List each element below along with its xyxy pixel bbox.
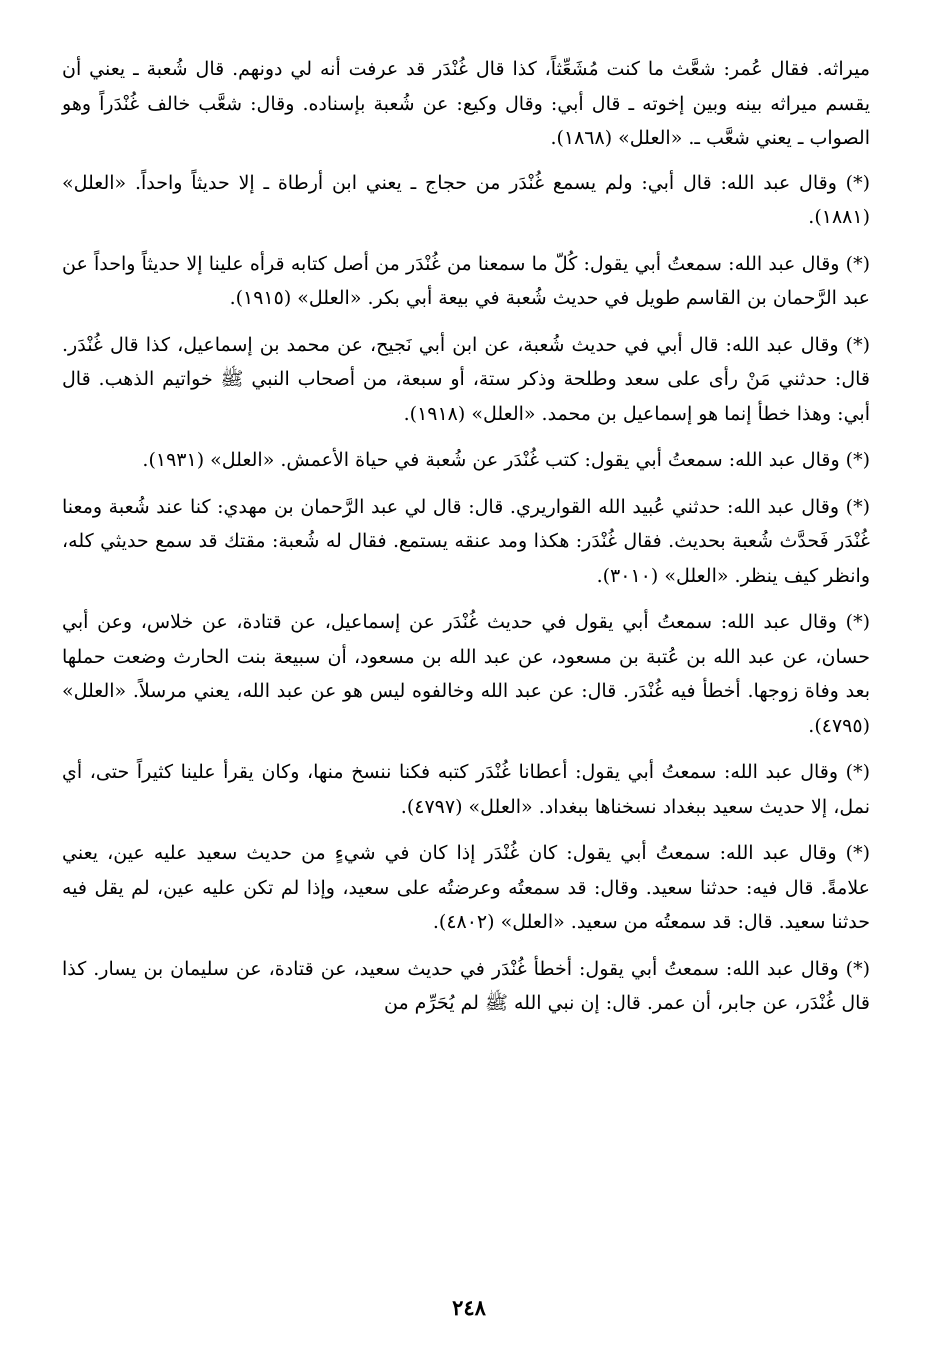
paragraph-9: (*) وقال عبد الله: سمعتُ أبي يقول: كان غُنْدَر إذا كان في شيءٍ من حديث سعيد عليه عين، يعني علامةً. قال فيه: حدثنا سعيد. وقال: قد سمعتُه وعرضتُه على سعيد، وإذا لم تكن عليه عين، لم يقل فيه حدثنا سعيد. قال: قد سمعتُه من سعيد. «العلل» (٤٨٠٢). <box>62 842 870 933</box>
paragraph-5: (*) وقال عبد الله: سمعتُ أبي يقول: كتب غُنْدَر عن شُعبة في حياة الأعمش. «العلل» (١٩٣١). <box>142 449 870 471</box>
paragraph-6: (*) وقال عبد الله: حدثني عُبيد الله القواريري. قال: قال لي عبد الرَّحمان بن مهدي: كنا عند شُعبة ومعنا غُنْدَر فَحدَّث شُعبة بحديث. فقال غُنْدَر: هكذا ومد عنقه يستمع. فقال له شُعبة: مقتك قد سمع حديثي كله، وانظر كيف ينظر. «العلل» (٣٠١٠). <box>62 495 870 587</box>
paragraph-4: (*) وقال عبد الله: قال أبي في حديث شُعبة، عن ابن أبي نَجيح، عن محمد بن إسماعيل، كذا قال غُنْدَر. قال: حدثني مَنْ رأى على سعد وطلحة وذكر ستة، أو سبعة، من أصحاب النبي ﷺ خواتيم الذهب. قال أبي: وهذا خطأ إنما هو إسماعيل بن محمد. «العلل» (١٩١٨). <box>62 333 870 425</box>
page-number: ٢٤٨ <box>452 1295 486 1320</box>
paragraph-1: ميراثه. فقال عُمر: شعَّث ما كنت مُشَعِّثاً، كذا قال غُنْدَر قد عرفت أنه لي دونهم. قال شُعبة ـ يعني أن يقسم ميراثه بينه وبين إخوته ـ قال أبي: وقال وكيع: عن شُعبة بإسناده. وقال: شعَّب خالف غُنْدَراً وهو الصواب ـ يعني شعَّب ـ. «العلل» (١٨٦٨). <box>62 58 870 149</box>
paragraph-2: (*) وقال عبد الله: قال أبي: ولم يسمع غُنْدَر من حجاج ـ يعني ابن أرطاة ـ إلا حديثاً واحداً. «العلل» (١٨٨١). <box>62 171 870 228</box>
page-body <box>62 52 870 1302</box>
paragraph-8: (*) وقال عبد الله: سمعتُ أبي يقول: أعطانا غُنْدَر كتبه فكنا ننسخ منها، وكان يقرأ علينا كثيراً حتى، أي نمل، إلا حديث سعيد ببغداد نسخناها ببغداد. «العلل» (٤٧٩٧). <box>62 761 870 818</box>
paragraph-3: (*) وقال عبد الله: سمعتُ أبي يقول: كُلّ ما سمعنا من غُنْدَر من أصل كتابه قرأه علينا إلا حديثاً واحداً عن عبد الرَّحمان بن القاسم طويل في حديث شُعبة في بيعة أبي بكر. «العلل» (١٩١٥). <box>62 252 870 309</box>
paragraph-7: (*) وقال عبد الله: سمعتُ أبي يقول في حديث غُنْدَر عن إسماعيل، عن قتادة، عن خلاس، وعن أبي حسان، عن عبد الله بن عُتبة بن مسعود، عن عبد الله بن مسعود، أن سبيعة بنت الحارث وضعت حملها بعد وفاة زوجها. أخطأ فيه غُنْدَر. قال: عن عبد الله وخالفوه ليس هو عن عبد الله، يعني مرسلاً. «العلل» (٤٧٩٥). <box>62 611 870 737</box>
paragraph-10: (*) وقال عبد الله: سمعتُ أبي يقول: أخطأ غُنْدَر في حديث سعيد، عن قتادة، عن سليمان بن يسار. كذا قال غُنْدَر، عن جابر، أن عمر. قال: إن نبي الله ﷺ لم يُحَرِّم من <box>62 957 870 1014</box>
